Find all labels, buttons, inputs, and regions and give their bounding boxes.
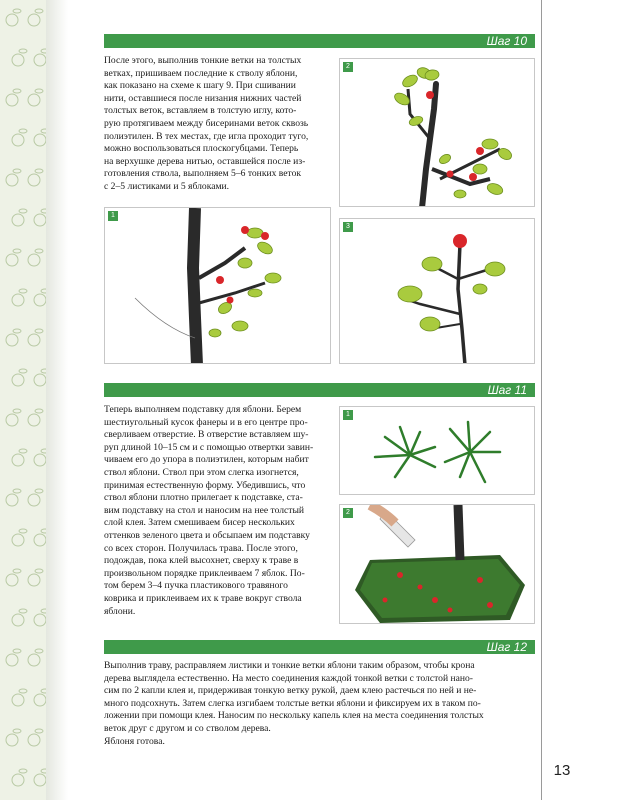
apple-outline-icon bbox=[6, 89, 21, 106]
apple-tree-top-image bbox=[340, 59, 535, 207]
step-11-header bbox=[104, 383, 535, 397]
apple-outline-icon bbox=[6, 169, 21, 186]
apple-outline-icon bbox=[34, 129, 46, 146]
apple-outline-icon bbox=[12, 129, 27, 146]
photo-number-badge: 2 bbox=[343, 508, 353, 518]
step-10-photo-2 bbox=[339, 58, 535, 207]
apple-outline-icon bbox=[34, 209, 46, 226]
apple-outline-icon bbox=[12, 209, 27, 226]
apple-outline-icon bbox=[34, 609, 46, 626]
apple-outline-icon bbox=[12, 529, 27, 546]
apple-outline-icon bbox=[6, 649, 21, 666]
page-spine-shadow bbox=[46, 0, 68, 800]
photo-number-badge: 3 bbox=[343, 222, 353, 232]
apple-outline-icon bbox=[34, 449, 46, 466]
margin-rule bbox=[541, 0, 542, 800]
step-10-header bbox=[104, 34, 535, 48]
apple-outline-icon bbox=[28, 169, 43, 186]
apple-outline-icon bbox=[28, 729, 43, 746]
step-12-text: Выполнив траву, расправляем листики и тонкие ветки яблони таким образом, чтобы крона дерева выглядела естественно. На место соединения каждой тонкой ветки с толстой нано- сим по 2 капли клея и, придерживая тонкую ветку рукой, даем клею растечься по ней и не- много подсохнуть. Затем слегка изгибаем толстые ветки яблони и фиксируем их в таком по- ложении при помощи клея. Наносим по нескольку капель клея на места соединения толстых веток друг с другом и со стволом дерева. Яблоня готова. bbox=[104, 660, 484, 747]
apple-outline-icon bbox=[34, 289, 46, 306]
apple-outline-icon bbox=[12, 49, 27, 66]
apple-outline-icon bbox=[34, 689, 46, 706]
apple-outline-icon bbox=[28, 569, 43, 586]
decorative-apple-pattern bbox=[0, 0, 46, 800]
step-12-title: Шаг 12 bbox=[486, 640, 527, 654]
apple-outline-icon bbox=[6, 249, 21, 266]
apple-outline-icon bbox=[6, 9, 21, 26]
step-11-text: Теперь выполняем подставку для яблони. Берем шестиугольный кусок фанеры и в его центре про- сверливаем отверстие. В отверстие вставляем шу- руп длиной 10–15 см и с помощью отвертки завин- чиваем его до упора в полиэтилен, которым набит ствол яблони. Ствол при этом слегка изогнется, принимая естественную форму. Убедившись, что ствол яблони плотно прилегает к подставке, ста- вим подставку на стол и наносим на нее толстый слой клея. Затем смешиваем бисер нескольких оттенков зеленого цвета и обсыпаем им подставку со всех сторон. Получилась трава. После этого, подождав, пока клей высохнет, сверху к траве в произвольном порядке приклеиваем 7 яблок. По- том берем 3–4 пучка пластикового травяного коврика и приклеиваем их к траве вокруг ствола яблони. bbox=[104, 404, 314, 617]
apple-outline-icon bbox=[28, 249, 43, 266]
photo-number-badge: 1 bbox=[108, 211, 118, 221]
stand-with-grass-image bbox=[340, 505, 535, 624]
apple-outline-icon bbox=[34, 369, 46, 386]
apple-outline-icon bbox=[28, 409, 43, 426]
apple-outline-icon bbox=[12, 769, 27, 786]
apple-outline-icon bbox=[12, 449, 27, 466]
branch-sewing-image bbox=[105, 208, 331, 364]
photo-number-badge: 1 bbox=[343, 410, 353, 420]
apple-outline-icon bbox=[28, 649, 43, 666]
step-11-photo-1 bbox=[339, 406, 535, 495]
apple-outline-icon bbox=[34, 49, 46, 66]
step-10-photo-1 bbox=[104, 207, 331, 364]
step-11-photo-2 bbox=[339, 504, 535, 624]
step-12-header bbox=[104, 640, 535, 654]
apple-outline-icon bbox=[12, 289, 27, 306]
apple-outline-icon bbox=[28, 89, 43, 106]
apple-outline-icon bbox=[6, 329, 21, 346]
page-number: 13 bbox=[553, 762, 571, 779]
apple-outline-icon bbox=[34, 769, 46, 786]
photo-number-badge: 2 bbox=[343, 62, 353, 72]
apple-outline-icon bbox=[6, 489, 21, 506]
branch-with-apple-image bbox=[340, 219, 535, 364]
apple-outline-icon bbox=[6, 729, 21, 746]
plastic-grass-tufts-image bbox=[340, 407, 535, 495]
step-11-title: Шаг 11 bbox=[487, 383, 527, 397]
apple-outline-icon bbox=[6, 409, 21, 426]
apple-outline-icon bbox=[12, 609, 27, 626]
step-10-photo-3 bbox=[339, 218, 535, 364]
apple-outline-icon bbox=[6, 569, 21, 586]
apple-outline-icon bbox=[12, 689, 27, 706]
apple-outline-icon bbox=[34, 529, 46, 546]
apple-outline-icon bbox=[28, 489, 43, 506]
step-10-text: После этого, выполнив тонкие ветки на толстых ветках, пришиваем последние к стволу яблони, как показано на схеме к шагу 9. При сшивании нити, оставшиеся после низания нижних частей толстых веток, вставляем в толстую иглу, кото- рую протягиваем между бисеринами веток сквозь полиэтилен. В тех местах, где игла проходит туго, можно воспользоваться плоскогубцами. Теперь на верхушке дерева нитью, оставшейся после из- готовления ствола, выполняем 5–6 тонких веток с 2–5 листиками и 5 яблоками. bbox=[104, 55, 309, 192]
apple-outline-icon bbox=[28, 329, 43, 346]
apple-outline-icon bbox=[12, 369, 27, 386]
step-10-title: Шаг 10 bbox=[486, 34, 527, 48]
apple-outline-icon bbox=[28, 9, 43, 26]
